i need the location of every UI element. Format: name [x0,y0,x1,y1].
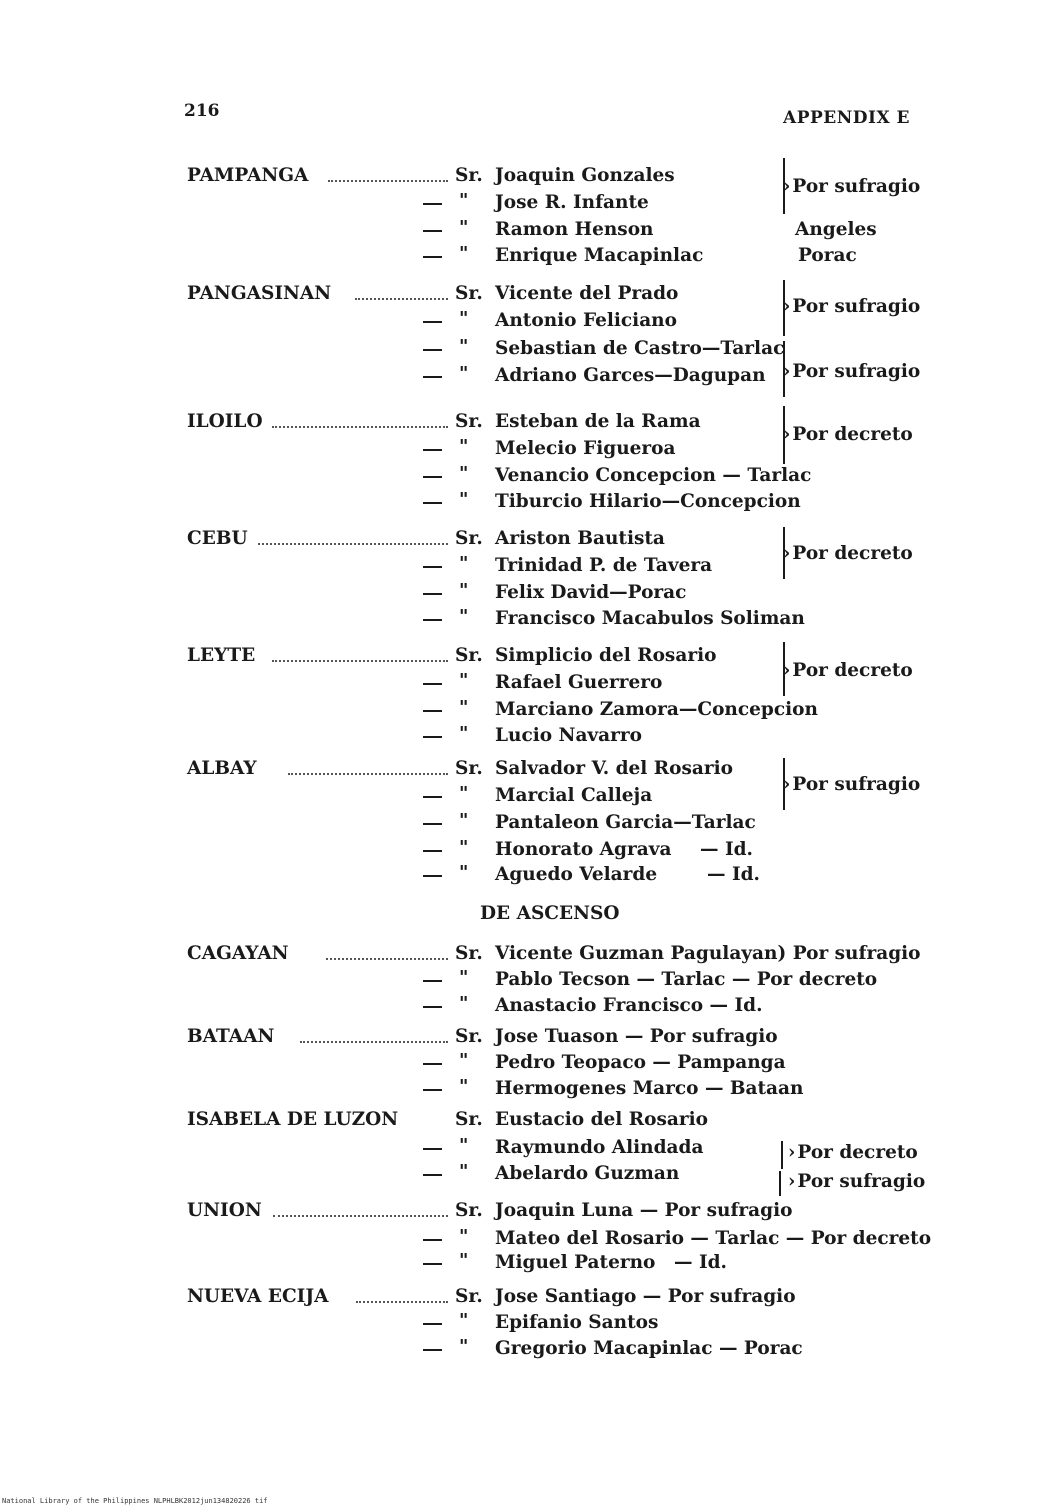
em-dash [423,256,442,258]
province-name: LEYTE [187,645,256,666]
member-name: Anastacio Francisco — Id. [495,995,763,1016]
member-name: Felix David—Porac [495,582,687,603]
em-dash [423,683,442,685]
roster-row [0,811,1064,835]
member-name: Vicente del Prado [495,283,679,304]
member-name: Miguel Paterno [495,1252,656,1273]
member-name: Ramon Henson [495,219,654,240]
em-dash [423,593,442,595]
em-dash [423,376,442,378]
dot-leader [300,1041,448,1043]
member-name: Pantaleon Garcia—Tarlac [495,812,756,833]
ditto-mark: " [459,463,469,484]
member-name: Trinidad P. de Tavera [495,555,713,576]
honorific: Sr. [455,411,483,432]
member-name: Pedro Teopaco — Pampanga [495,1052,786,1073]
em-dash [423,1263,442,1265]
em-dash [423,1148,442,1150]
dot-leader [356,1301,448,1303]
member-name: Pablo Tecson — Tarlac — Por decreto [495,969,878,990]
roster-row [0,698,1064,722]
ditto-mark: " [459,436,469,457]
member-name: Vicente Guzman Pagulayan) Por sufragio [495,943,921,964]
em-dash [423,502,442,504]
province-name: ISABELA DE LUZON [187,1109,399,1130]
member-name: Aguedo Velarde [495,864,658,885]
em-dash [423,736,442,738]
member-note: — Id. [700,839,753,860]
ditto-mark: " [459,217,469,238]
dot-leader [288,773,448,775]
em-dash [423,349,442,351]
ditto-mark: " [459,363,469,384]
ditto-mark: " [459,697,469,718]
province-name: CAGAYAN [187,943,289,964]
em-dash [423,1349,442,1351]
honorific: Sr. [455,1109,483,1130]
brace-note: › Por sufragio [783,361,920,382]
member-name: Adriano Garces—Dagupan [495,365,766,386]
ditto-mark: " [459,336,469,357]
province-name: PANGASINAN [187,283,332,304]
member-name: Mateo del Rosario — Tarlac — Por decreto [495,1228,932,1249]
member-name: Francisco Macabulos Soliman [495,608,805,629]
roster-row [0,1337,1064,1361]
member-name: Esteban de la Rama [495,411,701,432]
member-name: Jose R. Infante [495,192,649,213]
em-dash [423,823,442,825]
roster-row [0,968,1064,992]
member-name: Eustacio del Rosario [495,1109,708,1130]
province-name: BATAAN [187,1026,275,1047]
honorific: Sr. [455,943,483,964]
member-name: Antonio Feliciano [495,310,677,331]
ditto-mark: " [459,1226,469,1247]
em-dash [423,1089,442,1091]
roster-row [0,942,1064,966]
em-dash [423,476,442,478]
member-name: Jose Tuason — Por sufragio [495,1026,778,1047]
member-name: Joaquin Gonzales [495,165,675,186]
em-dash [423,1239,442,1241]
honorific: Sr. [455,165,483,186]
member-name: Marciano Zamora—Concepcion [495,699,818,720]
roster-row [0,1051,1064,1075]
ditto-mark: " [459,308,469,329]
brace-note: › Por sufragio [783,774,920,795]
ditto-mark: " [459,1336,469,1357]
dot-leader [355,298,448,300]
ditto-mark: " [459,1076,469,1097]
roster-row [0,1199,1064,1223]
member-note: Porac [798,245,857,266]
member-name: Venancio Concepcion — Tarlac [495,465,812,486]
member-name: Salvador V. del Rosario [495,758,733,779]
em-dash [423,619,442,621]
roster-row [0,607,1064,631]
honorific: Sr. [455,1286,483,1307]
province-name: CEBU [187,528,248,549]
member-name: Gregorio Macapinlac — Porac [495,1338,803,1359]
em-dash [423,850,442,852]
member-name: Jose Santiago — Por sufragio [495,1286,796,1307]
ditto-mark: " [459,489,469,510]
roster-row [0,1311,1064,1335]
em-dash [423,796,442,798]
member-name: Sebastian de Castro—Tarlac [495,338,785,359]
roster-row [0,994,1064,1018]
dot-leader [326,958,448,960]
em-dash [423,230,442,232]
brace-note: › Por decreto [783,424,913,445]
member-name: Epifanio Santos [495,1312,659,1333]
ditto-mark: " [459,1161,469,1182]
province-name: ILOILO [187,411,263,432]
brace-note: › Por sufragio [783,296,920,317]
honorific: Sr. [455,528,483,549]
em-dash [423,1323,442,1325]
member-name: Melecio Figueroa [495,438,676,459]
roster-row [0,863,1064,887]
roster-row [0,1227,1064,1251]
brace-note: › Por decreto [783,660,913,681]
ditto-mark: " [459,606,469,627]
member-name: Ariston Bautista [495,528,665,549]
roster-row [0,1108,1064,1132]
honorific: Sr. [455,283,483,304]
em-dash [423,875,442,877]
running-header: APPENDIX E [783,108,911,128]
brace-note: › Por sufragio [788,1171,925,1192]
ditto-mark: " [459,190,469,211]
em-dash [423,321,442,323]
ditto-mark: " [459,1050,469,1071]
section-heading: DE ASCENSO [480,903,620,924]
member-name: Honorato Agrava [495,839,672,860]
honorific: Sr. [455,1026,483,1047]
ditto-mark: " [459,993,469,1014]
honorific: Sr. [455,645,483,666]
ditto-mark: " [459,553,469,574]
ditto-mark: " [459,862,469,883]
ditto-mark: " [459,1135,469,1156]
dot-leader [258,543,448,545]
roster-row [0,1251,1064,1275]
em-dash [423,1006,442,1008]
em-dash [423,710,442,712]
roster-row [0,244,1064,268]
member-note: Angeles [795,219,877,240]
member-note: — Id. [674,1252,727,1273]
roster-row [0,464,1064,488]
province-name: ALBAY [187,758,257,779]
brace-note: › Por decreto [788,1142,918,1163]
dot-leader [272,426,448,428]
ditto-mark: " [459,1310,469,1331]
member-name: Raymundo Alindada [495,1137,704,1158]
roster-row [0,1285,1064,1309]
em-dash [423,1063,442,1065]
ditto-mark: " [459,723,469,744]
member-name: Rafael Guerrero [495,672,663,693]
brace-note: › Por decreto [783,543,913,564]
em-dash [423,1174,442,1176]
ditto-mark: " [459,1250,469,1271]
member-name: Lucio Navarro [495,725,642,746]
em-dash [423,449,442,451]
honorific: Sr. [455,1200,483,1221]
ditto-mark: " [459,810,469,831]
member-name: Marcial Calleja [495,785,653,806]
em-dash [423,980,442,982]
roster-row [0,838,1064,862]
province-name: PAMPANGA [187,165,309,186]
dot-leader [273,1215,448,1217]
brace-mark [773,1141,783,1169]
member-note: — Id. [707,864,760,885]
ditto-mark: " [459,783,469,804]
dot-leader [328,180,448,182]
ditto-mark: " [459,580,469,601]
roster-row [0,218,1064,242]
ditto-mark: " [459,243,469,264]
province-name: NUEVA ECIJA [187,1286,329,1307]
dot-leader [272,660,448,662]
roster-row [0,337,1064,361]
ditto-mark: " [459,837,469,858]
roster-row [0,1077,1064,1101]
province-name: UNION [187,1200,262,1221]
roster-row [0,1025,1064,1049]
member-name: Hermogenes Marco — Bataan [495,1078,804,1099]
roster-row [0,490,1064,514]
roster-row [0,724,1064,748]
member-name: Simplicio del Rosario [495,645,717,666]
member-name: Tiburcio Hilario—Concepcion [495,491,801,512]
ditto-mark: " [459,967,469,988]
member-name: Enrique Macapinlac [495,245,704,266]
brace-note: › Por sufragio [783,176,920,197]
roster-row [0,581,1064,605]
honorific: Sr. [455,758,483,779]
em-dash [423,566,442,568]
page-number: 216 [184,101,220,121]
member-name: Joaquin Luna — Por sufragio [495,1200,793,1221]
ditto-mark: " [459,670,469,691]
em-dash [423,203,442,205]
member-name: Abelardo Guzman [495,1163,680,1184]
scan-footer: National Library of the Philippines NLPHLBK2012jun134820226 tif [2,1497,268,1505]
